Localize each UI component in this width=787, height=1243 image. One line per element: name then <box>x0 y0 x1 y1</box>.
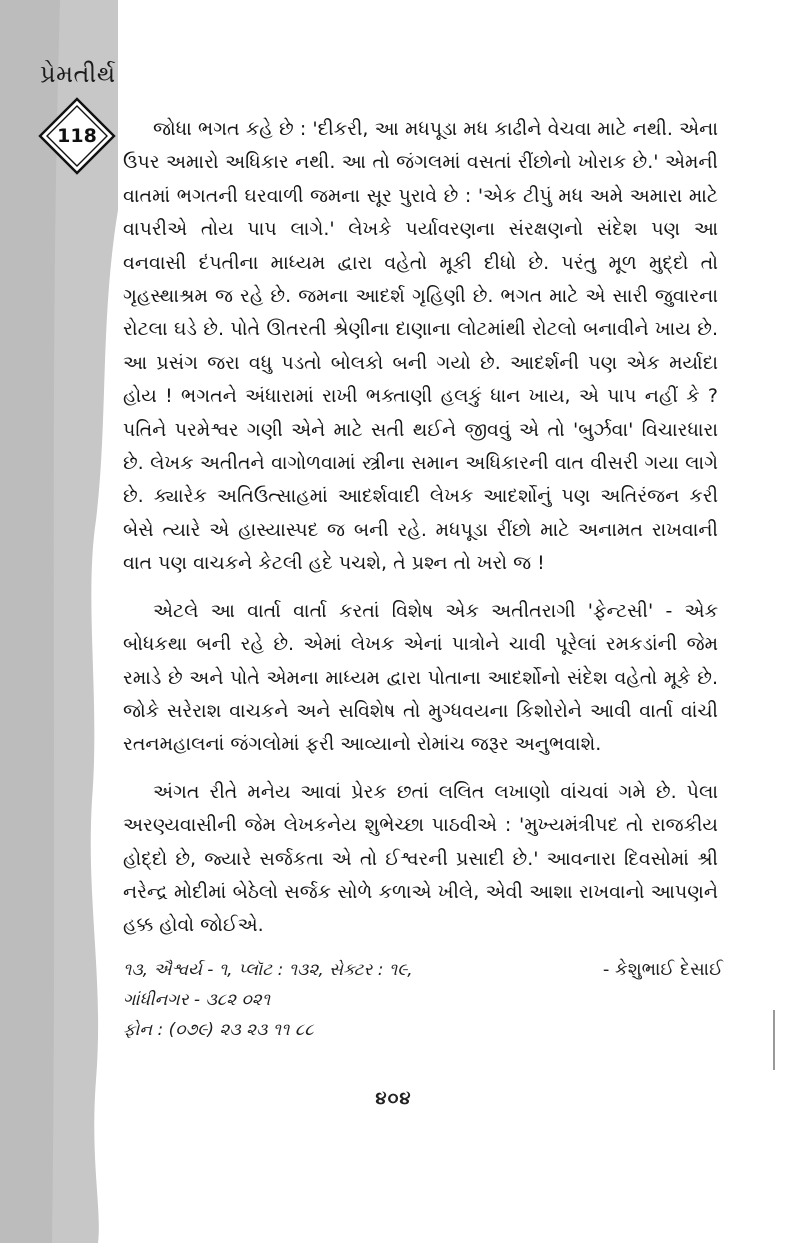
address-line-1: ૧૩, ઐશ્વર્ય - ૧, પ્લૉટ : ૧૩૨, સેક્ટર : ૧૯, <box>123 960 413 980</box>
author-signature: - કેશુભાઈ દેસાઈ <box>602 959 723 980</box>
book-title: પ્રેમતીર્થ <box>40 60 116 88</box>
phone-number: ફોન : (૦૭૯) ૨૩ ૨૩ ૧૧ ૮૮ <box>123 1020 314 1040</box>
scan-edge-mark <box>771 1010 777 1070</box>
paragraph-1: જોધા ભગત કહે છે : 'દીકરી, આ મધપૂડા મધ કાઢીને વેચવા માટે નથી. એના ઉપર અમારો અધિકાર નથી. આ તો જંગલમાં વસતાં રીંછોનો ખોરાક છે.' એમની વાતમાં ભગતની ઘરવાળી જમના સૂર પુરાવે છે : 'એક ટીપું મધ અમે અમારા માટે વાપરીએ તોય પાપ લાગે.' લેખકે પર્યાવરણના સંરક્ષણનો સંદેશ પણ આ વનવાસી દંપતીના માધ્યમ દ્વારા વહેતો મૂકી દીધો છે. પરંતુ મૂળ મુદ્દો તો ગૃહસ્થાશ્રમ જ રહે છે. જમના આદર્શ ગૃહિણી છે. ભગત માટે એ સારી જુવારના રોટલા ઘડે છે. પોતે ઊતરતી શ્રેણીના દાણાના લોટમાંથી રોટલો બનાવીને ખાય છે. આ પ્રસંગ જરા વધુ પડતો બોલકો બની ગયો છે. આદર્શની પણ એક મર્યાદા હોય ! ભગતને અંધારામાં રાખી ભક્તાણી હલકું ધાન ખાય, એ પાપ નહીં કે ? પતિને પરમેશ્વર ગણી એને માટે સતી થઈને જીવવું એ તો 'બુર્ઝવા' વિચારધારા છે. લેખક અતીતને વાગોળવામાં સ્ત્રીના સમાન અધિકારની વાત વીસરી ગયા લાગે છે. ક્યારેક અતિઉત્સાહમાં આદર્શવાદી લેખક આદર્શોનું પણ અતિરંજન કરી બેસે ત્યારે એ હાસ્યાસ્પદ જ બની રહે. મધપૂડા રીંછો માટે અનામત રાખવાની વાત પણ વાચકને કેટલી હદે પચશે, તે પ્રશ્ન તો ખરો જ ! <box>123 118 718 575</box>
article-body <box>123 113 718 943</box>
paragraph-3: અંગત રીતે મનેય આવાં પ્રેરક છતાં લલિત લખાણો વાંચવાં ગમે છે. પેલા અરણ્યવાસીની જેમ લેખકનેય શુભેચ્છા પાઠવીએ : 'મુખ્યમંત્રીપદ તો રાજકીય હોદ્દો છે, જ્યારે સર્જકતા એ તો ઈશ્વરની પ્રસાદી છે.' આવનારા દિવસોમાં શ્રી નરેન્દ્ર મોદીમાં બેઠેલો સર્જક સોળે કળાએ ખીલે, એવી આશા રાખવાનો આપણને હક્ક હોવો જોઈએ. <box>123 780 718 937</box>
author-footer <box>123 955 723 1045</box>
paragraph-2: એટલે આ વાર્તા વાર્તા કરતાં વિશેષ એક અતીતરાગી 'ફેન્ટસી' - એક બોધકથા બની રહે છે. એમાં લેખક એનાં પાત્રોને ચાવી પૂરેલાં રમકડાંની જેમ રમાડે છે અને પોતે એમના માધ્યમ દ્વારા પોતાના આદર્શોનો સંદેશ વહેતો મૂકે છે. જોકે સરેરાશ વાચકને અને સવિશેષ તો મુગ્ધવયના કિશોરોને આવી વાર્તા વાંચી રતનમહાલનાં જંગલોમાં ફરી આવ્યાનો રોમાંચ જરૂર અનુભવાશે. <box>123 599 718 756</box>
bottom-page-label: ૪૦૪ <box>375 1088 412 1109</box>
address-line-2: ગાંધીનગર - ૩૮૨ ૦૨૧ <box>123 990 271 1010</box>
footer-first-row <box>123 955 723 985</box>
page-number: 118 <box>57 125 97 147</box>
